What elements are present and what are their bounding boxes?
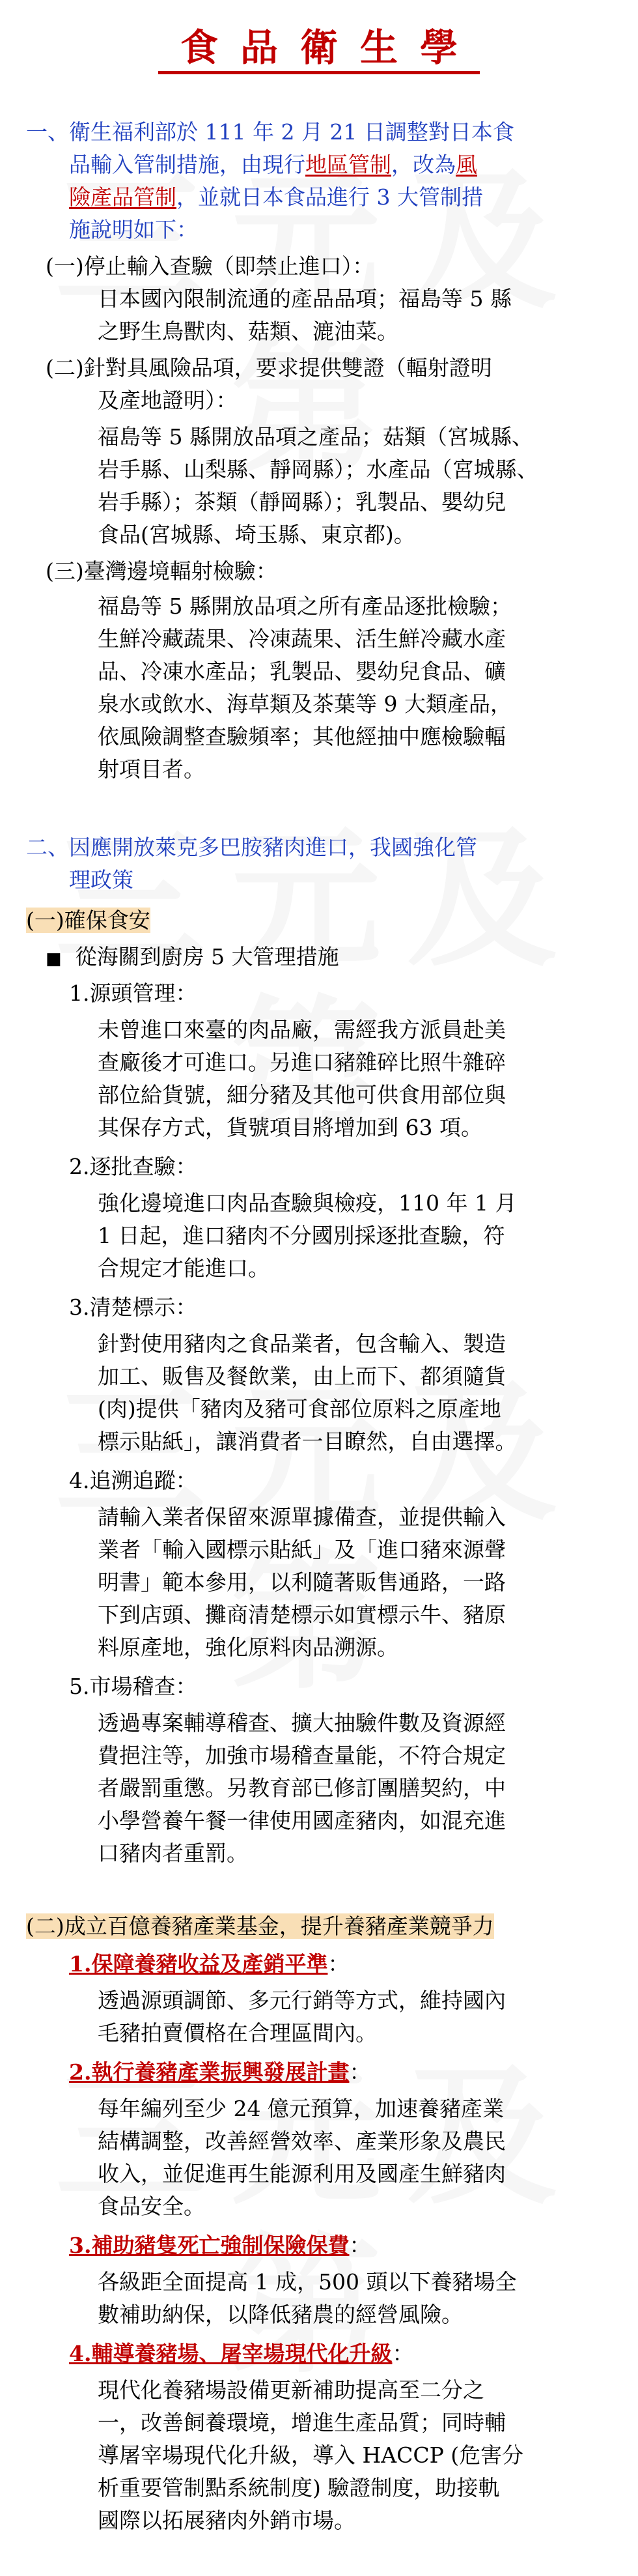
s2-a-item-line: 明書」範本參用，以利隨著販售通路，一路 [98, 1569, 506, 1595]
s2-a-item-line: 查廠後才可進口。另進口豬雜碎比照牛雜碎 [98, 1050, 506, 1075]
s2-a-item-line: 下到店頭、攤商清楚標示如實標示牛、豬原 [98, 1602, 506, 1627]
s2-line-1: 二、因應開放萊克多巴胺豬肉進口，我國強化管 [26, 835, 477, 860]
s1-p1-head: (一)停止輸入查驗（即禁止進口）： [46, 253, 374, 279]
s2-b-item-line: 食品安全。 [98, 2194, 205, 2219]
s2-b-item-line: 導屠宰場現代化升級，導入 HACCP (危害分 [98, 2442, 524, 2468]
s1-p2-line: 福島等 5 縣開放品項之產品；菇類（宮城縣、 [98, 424, 533, 450]
s2-b-item-line: 各級距全面提高 1 成，500 頭以下養豬場全 [98, 2269, 517, 2295]
s2-b-item-line: 析重要管制點系統制度) 驗證制度，助接軌 [98, 2475, 500, 2500]
s1-line-4: 施說明如下： [69, 217, 198, 242]
s1-line-2: 品輸入管制措施，由現行地區管制，改為風 [69, 152, 477, 177]
s2-a-item-line: 部位給貨號，細分豬及其他可供食用部位與 [98, 1082, 506, 1108]
s2-a-item-head: 1.源頭管理： [69, 980, 197, 1006]
s2-b-item-line: 國際以拓展豬肉外銷市場。 [98, 2508, 355, 2533]
s2-a-item-line: 業者「輸入國標示貼紙」及「進口豬來源聲 [98, 1537, 506, 1562]
s2-a-item-line: 合規定才能進口。 [98, 1255, 270, 1281]
s2-b-item-head: 1.保障養豬收益及產銷平準： [69, 1951, 350, 1977]
s1-p3-line: 生鮮冷藏蔬果、冷凍蔬果、活生鮮冷藏水產 [98, 626, 506, 651]
s2-a-item-head: 2.逐批查驗： [69, 1154, 197, 1179]
s1-p2-line: 食品(宮城縣、埼玉縣、東京都)。 [98, 522, 415, 547]
s2-a-item-line: 小學營養午餐一律使用國產豬肉，如混充進 [98, 1808, 506, 1833]
s2-a-item-line: 標示貼紙」，讓消費者一目瞭然，自由選擇。 [98, 1429, 517, 1454]
page-title: 食品衛生學 [0, 25, 638, 70]
s2-a-item-line: 加工、販售及餐飲業，由上而下、都須隨貨 [98, 1364, 506, 1389]
s1-p2-line: 岩手縣）；茶類（靜岡縣）；乳製品、嬰幼兒 [98, 489, 506, 515]
s2-b-item-line: 透過源頭調節、多元行銷等方式，維持國內 [98, 1988, 506, 2013]
s2-a-item-line: 強化邊境進口肉品查驗與檢疫，110 年 1 月 [98, 1190, 517, 1216]
s2-a-item-line: 其保存方式，貨號項目將增加到 63 項。 [98, 1115, 482, 1140]
s2-b-item-line: 每年編列至少 24 億元預算，加速養豬產業 [98, 2096, 504, 2121]
s2-a-item-head: 5.市場稽查： [69, 1674, 197, 1699]
square-bullet-icon: ■ [46, 949, 62, 969]
s2-a-item-head: 3.清楚標示： [69, 1295, 197, 1320]
s2-b-item-line: 一，改善飼養環境，增進生產品質；同時輔 [98, 2410, 506, 2435]
s1-p2-line: 岩手縣、山梨縣、靜岡縣）；水產品（宮城縣、 [98, 457, 538, 482]
s1-p3-line: 射項目者。 [98, 756, 205, 782]
s2-b-item-head: 2.執行養豬產業振興發展計畫： [69, 2059, 371, 2085]
s2-a-bullet: ■ 從海關到廚房 5 大管理措施 [46, 944, 339, 969]
s2-b-item-head: 3.補助豬隻死亡強制保險保費： [69, 2233, 371, 2258]
s2-b-head: (二)成立百億養豬產業基金，提升養豬產業競爭力 [26, 1913, 494, 1939]
s2-b-item-line: 結構調整，改善經營效率、產業形象及農民 [98, 2128, 506, 2154]
s2-a-item-line: 料原產地，強化原料肉品溯源。 [98, 1635, 398, 1660]
s1-p1-line: 之野生鳥獸肉、菇類、漉油菜。 [98, 319, 398, 344]
s2-b-item-head: 4.輔導養豬場、屠宰場現代化升級： [69, 2341, 414, 2366]
s1-p2-head: (二)針對具風險品項，要求提供雙證（輻射證明 [46, 355, 492, 380]
s2-a-item-head: 4.追溯追蹤： [69, 1468, 197, 1493]
s2-a-item-line: 口豬肉者重罰。 [98, 1840, 248, 1866]
s2-b-item-line: 數補助納保，以降低豬農的經營風險。 [98, 2302, 463, 2327]
s1-p3-line: 泉水或飲水、海草類及茶葉等 9 大類產品， [98, 691, 512, 717]
s2-a-item-line: 費挹注等，加強市場稽查量能，不符合規定 [98, 1743, 506, 1768]
s2-b-item-line: 毛豬拍賣價格在合理區間內。 [98, 2020, 377, 2046]
s1-line-3: 險產品管制，並就日本食品進行 3 大管制措 [69, 184, 483, 210]
s2-b-item-line: 現代化養豬場設備更新補助提高至二分之 [98, 2377, 484, 2403]
s1-p2-head-2: 及產地證明）： [98, 388, 238, 413]
s2-a-item-line: 1 日起，進口豬肉不分國別採逐批查驗，符 [98, 1223, 505, 1248]
s1-p3-line: 依風險調整查驗頻率；其他經抽中應檢驗輻 [98, 724, 506, 749]
s2-line-2: 理政策 [69, 867, 133, 893]
s2-a-item-line: 請輸入業者保留來源單據備查，並提供輸入 [98, 1504, 506, 1530]
s2-a-head: (一)確保食安 [26, 908, 150, 933]
s2-a-item-line: 未曾進口來臺的肉品廠，需經我方派員赴美 [98, 1017, 506, 1042]
s2-a-item-line: (肉)提供「豬肉及豬可食部位原料之原產地 [98, 1396, 501, 1422]
s2-a-item-line: 透過專案輔導稽查、擴大抽驗件數及資源經 [98, 1710, 506, 1736]
s1-p1-line: 日本國內限制流通的產品品項；福島等 5 縣 [98, 286, 512, 311]
s1-p3-line: 品、冷凍水產品；乳製品、嬰幼兒食品、礦 [98, 659, 506, 684]
s1-p3-head: (三)臺灣邊境輻射檢驗： [46, 558, 277, 584]
s2-a-item-line: 針對使用豬肉之食品業者，包含輸入、製造 [98, 1331, 506, 1356]
s1-line-1: 一、衛生福利部於 111 年 2 月 21 日調整對日本食 [26, 119, 514, 145]
s1-p3-line: 福島等 5 縣開放品項之所有產品逐批檢驗； [98, 594, 512, 619]
s2-b-item-line: 收入，並促進再生能源利用及國產生鮮豬肉 [98, 2161, 506, 2186]
s2-a-item-line: 者嚴罰重懲。另教育部已修訂團膳契約，中 [98, 1775, 506, 1801]
